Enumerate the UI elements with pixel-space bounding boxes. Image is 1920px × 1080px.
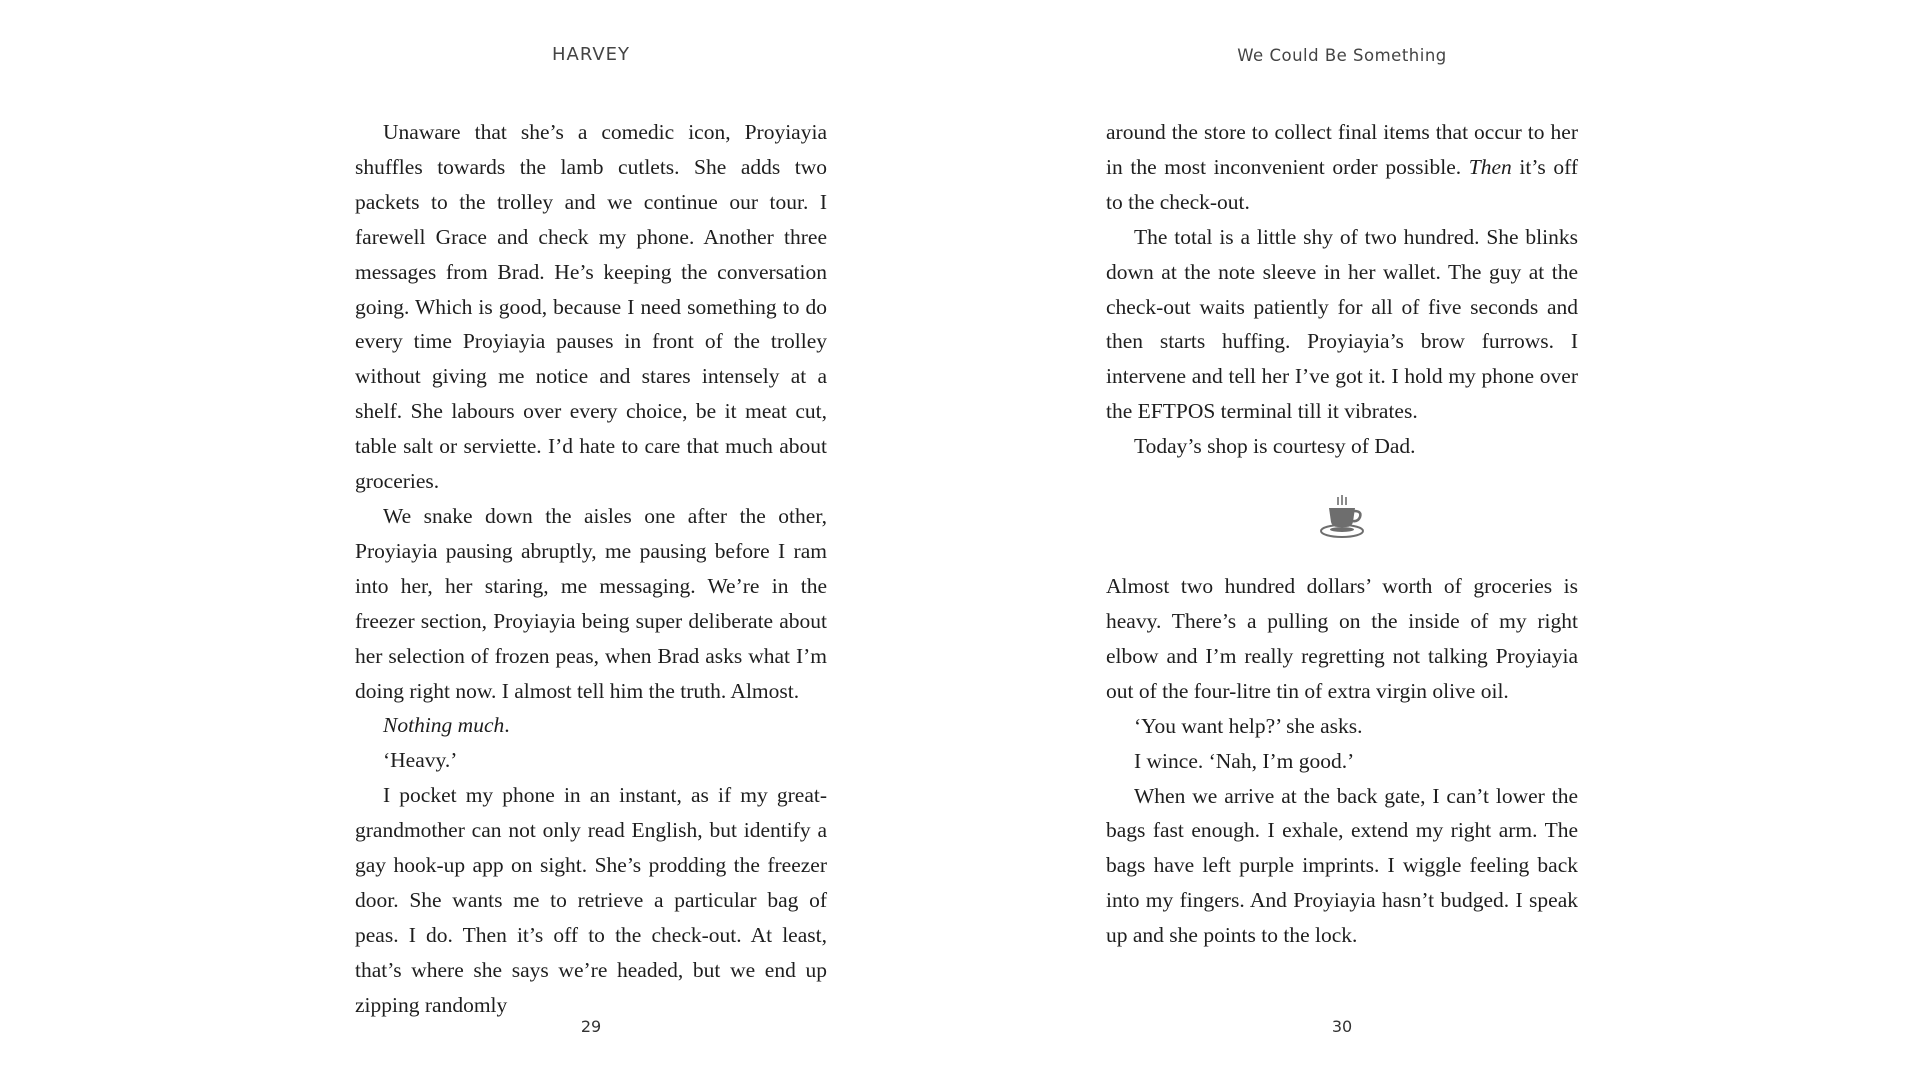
- paragraph-text: around the store to collect final items that occur to her in the most inconvenient order possible.: [1106, 120, 1578, 179]
- coffee-cup-icon: [1318, 495, 1366, 539]
- paragraph: Almost two hundred dollars’ worth of groceries is heavy. There’s a pulling on the inside of my right elbow and I’m really regretting not talking Proyiayia out of the four-litre tin of extra virgin olive oil.: [1106, 574, 1578, 703]
- left-page-body: [355, 115, 827, 1023]
- running-head-author: HARVEY: [551, 44, 631, 65]
- running-head-title: We Could Be Something: [1237, 46, 1447, 65]
- paragraph-tail: .: [504, 713, 510, 738]
- italic-text: Then: [1468, 154, 1512, 179]
- paragraph: [355, 708, 827, 743]
- paragraph: [1106, 115, 1578, 220]
- paragraph: I wince. ‘Nah, I’m good.’: [1134, 748, 1355, 773]
- paragraph: ‘Heavy.’: [383, 748, 458, 773]
- paragraph-text: it’s off to the check-out.: [1106, 154, 1579, 214]
- section-break-ornament: [1106, 464, 1578, 569]
- page-number: 30: [1331, 1017, 1353, 1036]
- paragraph: I pocket my phone in an instant, as if my great-grandmother can not only read English, but identify a gay hook-up app on sight. She’s prodding the freezer door. She wants me to retrieve a particular bag of peas. I do. Then it’s off to the check-out. At least, that’s where she says we’re headed, but we end up zipping randomly: [355, 783, 827, 1017]
- page-number: 29: [580, 1017, 602, 1036]
- left-page: [355, 0, 827, 1080]
- paragraph: ‘You want help?’ she asks.: [1134, 713, 1363, 738]
- paragraph: Unaware that she’s a comedic icon, Proyiayia shuffles towards the lamb cutlets. She adds two packets to the trolley and we continue our tour. I farewell Grace and check my phone. Another three messages from Brad. He’s keeping the conversation going. Which is good, because I need something to do every time Proyiayia pauses in front of the trolley without giving me notice and stares intensely at a shelf. She labours over every choice, be it meat cut, table salt or serviette. I’d hate to care that much about groceries.: [355, 120, 827, 494]
- paragraph: Today’s shop is courtesy of Dad.: [1134, 434, 1416, 459]
- italic-text: Nothing much: [383, 713, 505, 738]
- paragraph: We snake down the aisles one after the other, Proyiayia pausing abruptly, me pausing before I ram into her, her staring, me messaging. We’re in the freezer section, Proyiayia being super deliberate about her selection of frozen peas, when Brad asks what I’m doing right now. I almost tell him the truth. Almost.: [355, 503, 827, 703]
- right-page: [1106, 0, 1578, 1080]
- right-page-body: [1106, 115, 1578, 953]
- paragraph: The total is a little shy of two hundred. She blinks down at the note sleeve in her wallet. The guy at the check-out waits patiently for all of five seconds and then starts huffing. Proyiayia’s brow furrows. I intervene and tell her I’ve got it. I hold my phone over the EFTPOS terminal till it vibrates.: [1106, 224, 1578, 424]
- paragraph: When we arrive at the back gate, I can’t lower the bags fast enough. I exhale, extend my right arm. The bags have left purple imprints. I wiggle feeling back into my fingers. And Proyiayia hasn’t budged. I speak up and she points to the lock.: [1106, 783, 1578, 948]
